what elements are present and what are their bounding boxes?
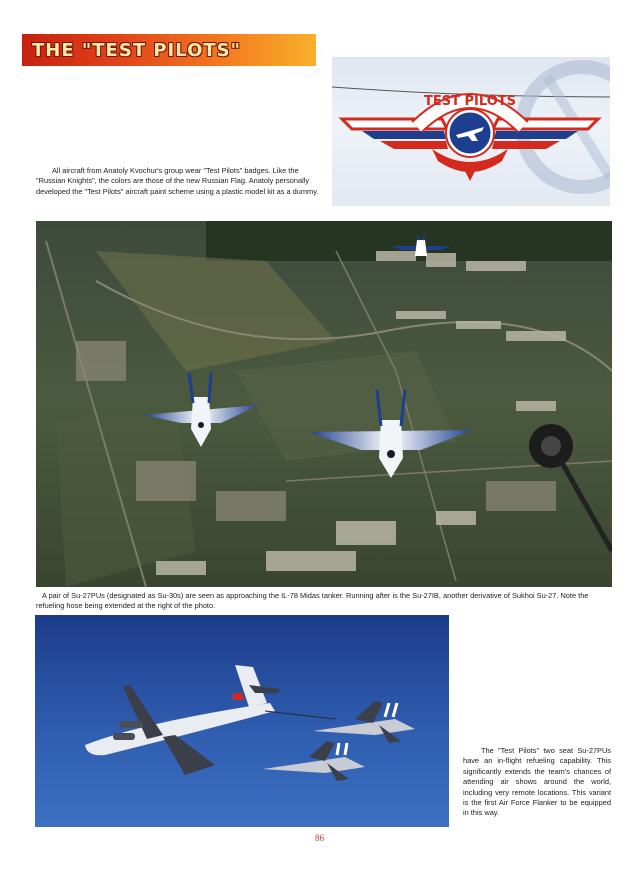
refueling-caption: The "Test Pilots" two seat Su-27PUs have an in-flight refueling capability. This significantly extends the team's chances of attending air shows around the world, including very remote locations. This variant is the first Air Force Flanker to be equipped in this way. [463, 746, 611, 818]
aerial-photo [36, 221, 612, 587]
section-banner [22, 34, 316, 66]
badge-photo [332, 57, 610, 206]
aerial-formation-illustration [36, 221, 612, 587]
page-number: 86 [315, 833, 324, 843]
refueling-illustration [35, 615, 449, 827]
emblem-text: TEST PILOTS [424, 94, 516, 109]
aerial-caption: A pair of Su-27PUs (designated as Su-30s) are seen as approaching the IL-78 Midas tanker. Running after is the Su-27IB, another derivative of Sukhoi Su-27. Note the refueling hose being extended at the right of the photo. [36, 591, 589, 611]
section-title: THE "TEST PILOTS" [32, 39, 242, 61]
badge-emblem-illustration [332, 57, 610, 206]
badge-caption: All aircraft from Anatoly Kvochur's group wear "Test Pilots" badges. Like the "Russian Knights", the colors are those of the new Russian Flag. Anatoly personally developed the "Test Pilots" aircraft paint scheme using a plastic model kit as a dummy. [36, 166, 319, 196]
tanker-aircraft [85, 665, 335, 775]
fighter-lower [263, 741, 365, 781]
refueling-photo [35, 615, 449, 827]
fighter-upper [313, 701, 415, 743]
